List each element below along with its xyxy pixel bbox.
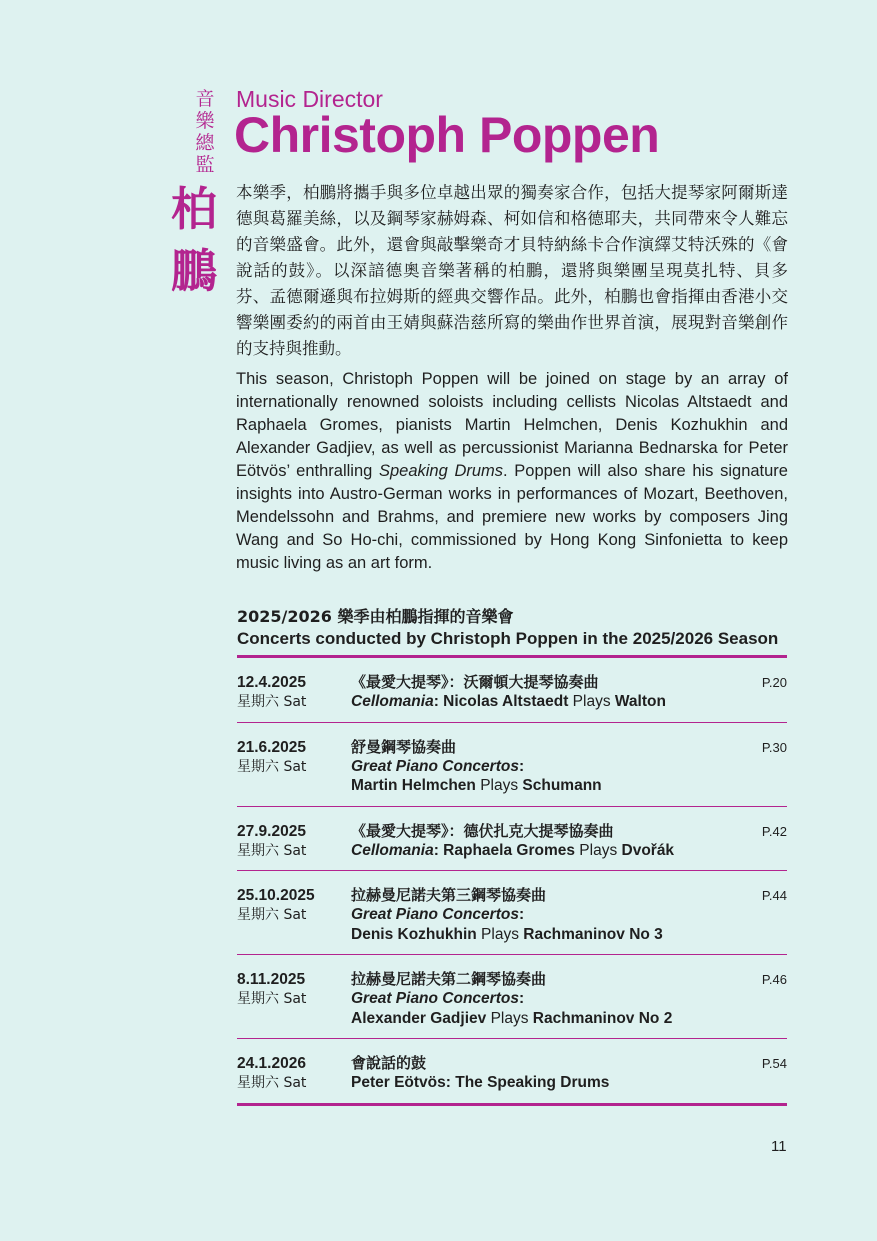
bio-zh: 本樂季，柏鵬將攜手與多位卓越出眾的獨奏家合作，包括大提琴家阿爾斯達德與葛羅美絲，以及鋼琴家赫姆森、柯如信和格德耶夫，共同帶來令人難忘的音樂盛會。此外，還會與敲擊樂奇才貝特納絲卡合作演繹艾特沃殊的《會說話的鼓》。以深諳德奧音樂著稱的柏鵬，還將與樂團呈現莫扎特、貝多芬、孟德爾遜與布拉姆斯的經典交響作品。此外，柏鵬也會指揮由香港小交響樂團委約的兩首由王婧與蘇浩慈所寫的樂曲作世界首演，展現對音樂創作的支持與推動。 [236,183,788,358]
concert-work: Dvořák [621,841,675,859]
concert-artist: Nicolas Altstaedt [443,693,569,710]
concert-list [237,655,787,1106]
concerts-heading-zh: 2025/2026 樂季由柏鵬指揮的音樂會 [237,607,514,626]
concert-info [351,737,737,796]
concert-series: Cellomania [351,693,434,710]
concert-date: 25.10.2025 [237,887,315,904]
concerts-heading-en: Concerts conducted by Christoph Poppen in the 2025/2026 Season [237,629,779,648]
concert-date: 24.1.2026 [237,1055,306,1072]
concert-date: 12.4.2025 [237,674,306,691]
concert-title-zh: 拉赫曼尼諾夫第二鋼琴協奏曲 [351,970,547,988]
concert-row [237,722,787,806]
concert-artist: Alexander Gadjiev [351,1009,487,1027]
concert-series: Great Piano Concertos [351,906,519,923]
concert-row [237,806,787,871]
concert-artist-line [351,925,737,945]
concert-sep: : [518,990,525,1007]
concert-page-ref: P.54 [761,1056,787,1071]
concert-date-block [237,822,347,861]
concert-plays: Plays [574,841,622,859]
concerts-heading [237,606,789,650]
concert-work: Rachmaninov No 3 [523,925,663,943]
concert-title-zh: 《最愛大提琴》：德伏扎克大提琴協奏曲 [351,821,614,840]
concert-date-block [237,1054,347,1093]
concert-date-block [237,970,347,1009]
concert-title-zh: 拉赫曼尼諾夫第三鋼琴協奏曲 [351,886,547,904]
concert-row [237,658,787,722]
concert-artist-line [351,776,737,796]
concert-title-en [351,841,737,861]
concert-page-ref: P.42 [761,823,787,839]
concert-date: 27.9.2025 [237,822,306,840]
role-en: Music Director [236,86,383,112]
concert-series-line [351,905,737,925]
bio-en-italic: Speaking Drums [378,462,504,480]
concert-info [351,885,737,944]
concert-page-ref: P.46 [761,972,787,987]
concert-artist: Martin Helmchen [351,777,476,794]
role-zh: 音樂總監 [195,88,215,176]
concert-info [351,969,737,1028]
page-number: 11 [771,1138,787,1155]
concert-work: Schumann [522,777,602,794]
bio-en-part1: This season, Christoph Poppen will be joined on stage by an array of internationally renowned soloists including cellists Nicolas Altstaedt and Raphaela Gromes, pianists Martin Helmchen, Denis Kozhukhin and Alexander Gadjiev, as well as percussionist Marianna Bednarska for Peter Eötvös’ enthralling [236,370,788,480]
bio-en-part2: . Poppen will also share his signature insights into Austro-German works in performances of Mozart, Beethoven, Mendelssohn and Brahms, and premiere new works by composers Jing Wang and So Ho-chi, commissioned by Hong Kong Sinfonietta to keep music living as an art form. [236,462,788,572]
concert-info [351,1053,737,1093]
concert-sep: : [433,693,444,710]
concert-row [237,1038,787,1103]
concert-plays: Plays [568,693,615,710]
concert-sep: : [518,906,525,923]
bio-en [236,368,788,575]
page-title: Christoph Poppen [234,107,660,163]
concert-sep: : [518,757,525,775]
concert-date: 21.6.2025 [237,738,306,756]
concert-artist-line [351,1009,737,1029]
concert-series-line [351,989,737,1009]
concert-title-zh: 會說話的鼓 [351,1054,427,1072]
concert-series: Cellomania [351,841,434,859]
concert-plays: Plays [475,777,523,794]
concert-weekday: 星期六 Sat [237,758,307,775]
concert-title-en: Peter Eötvös: The Speaking Drums [351,1074,610,1091]
concert-date-block [237,886,347,925]
concert-date-block [237,738,347,777]
concert-series-line [351,757,737,777]
concert-weekday: 星期六 Sat [237,842,307,859]
concert-page-ref: P.30 [761,739,787,755]
concert-row [237,954,787,1038]
concert-date: 8.11.2025 [237,971,306,988]
concert-date-block [237,673,347,712]
concert-sep: : [433,841,444,859]
concert-weekday: 星期六 Sat [237,1075,307,1091]
concert-series: Great Piano Concertos [351,757,519,775]
concert-series: Great Piano Concertos [351,990,519,1007]
concert-row [237,870,787,954]
concert-info [351,672,737,712]
concert-page-ref: P.20 [761,675,787,690]
concert-info [351,821,737,861]
concert-weekday: 星期六 Sat [237,907,307,923]
concert-plays: Plays [476,925,524,943]
concert-title-en [351,692,737,712]
concert-work: Rachmaninov No 2 [532,1009,673,1027]
concert-artist: Denis Kozhukhin [351,925,477,943]
concert-title-zh: 舒曼鋼琴協奏曲 [351,737,457,756]
concert-plays: Plays [486,1009,533,1027]
concert-work: Walton [614,693,666,710]
concert-weekday: 星期六 Sat [237,694,307,710]
concert-page-ref: P.44 [761,888,787,903]
concert-weekday: 星期六 Sat [237,991,307,1007]
concert-artist: Raphaela Gromes [443,841,575,859]
name-zh: 柏鵬 [171,182,217,298]
concert-title-zh: 《最愛大提琴》：沃爾頓大提琴協奏曲 [351,673,599,691]
